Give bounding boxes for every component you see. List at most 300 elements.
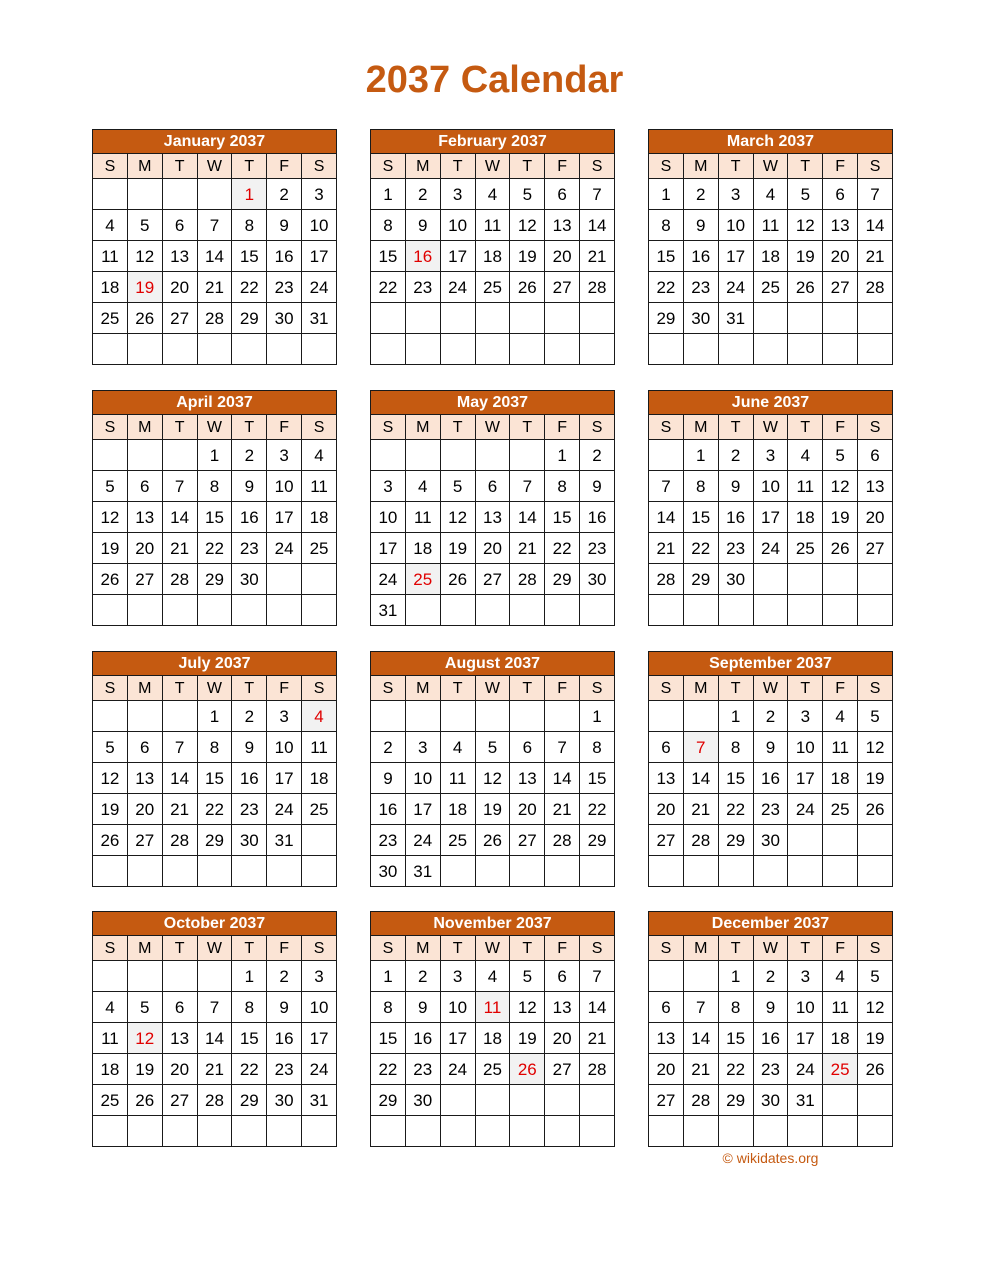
day-cell: 9 xyxy=(405,210,440,241)
weekday-label: F xyxy=(267,676,302,701)
day-cell: 4 xyxy=(302,440,337,471)
empty-day-cell xyxy=(649,701,684,732)
day-cell: 31 xyxy=(267,825,302,856)
week-row xyxy=(371,732,615,763)
weekday-label: T xyxy=(788,676,823,701)
day-cell: 3 xyxy=(371,471,406,502)
empty-day-cell xyxy=(858,334,893,365)
weekday-label: M xyxy=(405,676,440,701)
empty-day-cell xyxy=(475,440,510,471)
day-cell: 22 xyxy=(232,1054,267,1085)
empty-day-cell xyxy=(823,334,858,365)
empty-day-cell xyxy=(232,1116,267,1147)
day-cell: 29 xyxy=(718,825,753,856)
day-cell: 8 xyxy=(718,992,753,1023)
day-cell: 28 xyxy=(162,564,197,595)
day-cell: 28 xyxy=(545,825,580,856)
day-cell: 25 xyxy=(302,794,337,825)
day-cell: 27 xyxy=(162,303,197,334)
empty-day-cell xyxy=(683,334,718,365)
weekday-label: F xyxy=(545,676,580,701)
day-cell: 21 xyxy=(649,533,684,564)
empty-day-cell xyxy=(858,825,893,856)
weekday-label: T xyxy=(232,154,267,179)
day-cell: 15 xyxy=(371,1023,406,1054)
day-cell: 22 xyxy=(232,272,267,303)
empty-day-cell xyxy=(302,856,337,887)
day-cell: 27 xyxy=(162,1085,197,1116)
week-row xyxy=(649,1116,893,1147)
day-cell: 21 xyxy=(580,1023,615,1054)
day-cell: 20 xyxy=(649,794,684,825)
empty-day-cell xyxy=(510,1116,545,1147)
week-row xyxy=(649,992,893,1023)
day-cell: 15 xyxy=(718,1023,753,1054)
day-cell: 27 xyxy=(649,1085,684,1116)
day-cell: 28 xyxy=(197,1085,232,1116)
day-cell: 2 xyxy=(683,179,718,210)
weekday-label: S xyxy=(302,154,337,179)
week-row xyxy=(93,272,337,303)
weekday-label: F xyxy=(267,415,302,440)
week-row xyxy=(93,1085,337,1116)
day-cell: 17 xyxy=(788,1023,823,1054)
week-row xyxy=(371,763,615,794)
day-cell: 17 xyxy=(788,763,823,794)
day-cell: 5 xyxy=(93,732,128,763)
day-cell: 1 xyxy=(718,701,753,732)
empty-day-cell xyxy=(858,1116,893,1147)
day-cell: 13 xyxy=(649,763,684,794)
weekday-label: S xyxy=(371,415,406,440)
day-cell: 6 xyxy=(127,471,162,502)
day-cell: 2 xyxy=(718,440,753,471)
day-cell: 2 xyxy=(267,961,302,992)
day-cell: 24 xyxy=(718,272,753,303)
empty-day-cell xyxy=(162,595,197,626)
day-cell: 22 xyxy=(371,1054,406,1085)
week-row xyxy=(93,440,337,471)
day-cell: 17 xyxy=(753,502,788,533)
weekday-label: S xyxy=(858,676,893,701)
week-row xyxy=(93,210,337,241)
empty-day-cell xyxy=(718,595,753,626)
day-cell: 19 xyxy=(475,794,510,825)
day-cell: 25 xyxy=(753,272,788,303)
day-cell: 26 xyxy=(127,1085,162,1116)
holiday-day-cell: 12 xyxy=(127,1023,162,1054)
empty-day-cell xyxy=(162,701,197,732)
day-cell: 28 xyxy=(510,564,545,595)
day-cell: 22 xyxy=(371,272,406,303)
day-cell: 2 xyxy=(753,961,788,992)
day-cell: 29 xyxy=(232,1085,267,1116)
day-cell: 25 xyxy=(475,272,510,303)
empty-day-cell xyxy=(162,1116,197,1147)
weekday-label: S xyxy=(371,676,406,701)
month-title: June 2037 xyxy=(649,391,893,415)
empty-day-cell xyxy=(580,1085,615,1116)
week-row xyxy=(93,471,337,502)
day-cell: 20 xyxy=(649,1054,684,1085)
empty-day-cell xyxy=(302,564,337,595)
week-row xyxy=(93,992,337,1023)
day-cell: 5 xyxy=(510,961,545,992)
month-table xyxy=(92,911,337,1147)
day-cell: 18 xyxy=(302,763,337,794)
day-cell: 15 xyxy=(683,502,718,533)
weekday-label: F xyxy=(823,936,858,961)
weekday-label: T xyxy=(788,936,823,961)
day-cell: 19 xyxy=(510,241,545,272)
day-cell: 17 xyxy=(302,241,337,272)
day-cell: 11 xyxy=(405,502,440,533)
day-cell: 12 xyxy=(510,992,545,1023)
day-cell: 27 xyxy=(858,533,893,564)
empty-day-cell xyxy=(475,334,510,365)
week-row xyxy=(93,701,337,732)
day-cell: 15 xyxy=(580,763,615,794)
empty-day-cell xyxy=(510,334,545,365)
day-cell: 26 xyxy=(823,533,858,564)
day-cell: 31 xyxy=(302,1085,337,1116)
week-row xyxy=(93,334,337,365)
week-row xyxy=(649,440,893,471)
month-title: May 2037 xyxy=(371,391,615,415)
day-cell: 27 xyxy=(649,825,684,856)
week-row xyxy=(649,179,893,210)
day-cell: 9 xyxy=(267,992,302,1023)
day-cell: 16 xyxy=(753,763,788,794)
empty-day-cell xyxy=(649,1116,684,1147)
empty-day-cell xyxy=(93,961,128,992)
weekday-label: M xyxy=(683,676,718,701)
empty-day-cell xyxy=(232,595,267,626)
day-cell: 4 xyxy=(753,179,788,210)
month-calendar xyxy=(370,390,615,626)
day-cell: 7 xyxy=(683,992,718,1023)
day-cell: 16 xyxy=(267,241,302,272)
day-cell: 6 xyxy=(858,440,893,471)
week-row xyxy=(93,564,337,595)
day-cell: 18 xyxy=(823,1023,858,1054)
week-row xyxy=(93,1023,337,1054)
day-cell: 24 xyxy=(440,272,475,303)
empty-day-cell xyxy=(475,303,510,334)
week-row xyxy=(649,1054,893,1085)
weekday-label: F xyxy=(545,154,580,179)
day-cell: 19 xyxy=(127,1054,162,1085)
week-row xyxy=(649,334,893,365)
day-cell: 12 xyxy=(788,210,823,241)
empty-day-cell xyxy=(93,856,128,887)
empty-day-cell xyxy=(718,1116,753,1147)
empty-day-cell xyxy=(545,701,580,732)
empty-day-cell xyxy=(440,1116,475,1147)
weekday-label: M xyxy=(683,415,718,440)
empty-day-cell xyxy=(440,701,475,732)
day-cell: 7 xyxy=(545,732,580,763)
day-cell: 5 xyxy=(475,732,510,763)
weekday-label: F xyxy=(823,154,858,179)
weekday-label: M xyxy=(127,415,162,440)
day-cell: 20 xyxy=(162,272,197,303)
day-cell: 17 xyxy=(440,241,475,272)
empty-day-cell xyxy=(510,1085,545,1116)
week-row xyxy=(649,763,893,794)
day-cell: 6 xyxy=(475,471,510,502)
month-calendar xyxy=(92,390,337,626)
week-row xyxy=(93,1116,337,1147)
empty-day-cell xyxy=(510,440,545,471)
day-cell: 4 xyxy=(405,471,440,502)
week-row xyxy=(649,1023,893,1054)
holiday-day-cell: 11 xyxy=(475,992,510,1023)
empty-day-cell xyxy=(162,334,197,365)
empty-day-cell xyxy=(371,1116,406,1147)
day-cell: 15 xyxy=(718,763,753,794)
week-row xyxy=(371,502,615,533)
day-cell: 5 xyxy=(440,471,475,502)
week-row xyxy=(371,992,615,1023)
day-cell: 8 xyxy=(649,210,684,241)
day-cell: 23 xyxy=(371,825,406,856)
day-cell: 28 xyxy=(649,564,684,595)
day-cell: 1 xyxy=(197,701,232,732)
day-cell: 7 xyxy=(162,471,197,502)
day-cell: 20 xyxy=(510,794,545,825)
day-cell: 26 xyxy=(858,794,893,825)
day-cell: 3 xyxy=(718,179,753,210)
day-cell: 27 xyxy=(127,825,162,856)
empty-day-cell xyxy=(197,961,232,992)
empty-day-cell xyxy=(823,856,858,887)
empty-day-cell xyxy=(649,440,684,471)
day-cell: 19 xyxy=(440,533,475,564)
day-cell: 10 xyxy=(753,471,788,502)
day-cell: 25 xyxy=(475,1054,510,1085)
day-cell: 10 xyxy=(302,992,337,1023)
day-cell: 13 xyxy=(510,763,545,794)
day-cell: 23 xyxy=(683,272,718,303)
day-cell: 19 xyxy=(93,533,128,564)
empty-day-cell xyxy=(580,856,615,887)
day-cell: 17 xyxy=(267,763,302,794)
day-cell: 13 xyxy=(127,763,162,794)
weekday-label: F xyxy=(267,154,302,179)
day-cell: 30 xyxy=(267,303,302,334)
empty-day-cell xyxy=(649,961,684,992)
day-cell: 29 xyxy=(545,564,580,595)
day-cell: 21 xyxy=(197,272,232,303)
day-cell: 6 xyxy=(162,210,197,241)
week-row xyxy=(371,794,615,825)
day-cell: 3 xyxy=(302,179,337,210)
day-cell: 20 xyxy=(127,533,162,564)
day-cell: 5 xyxy=(823,440,858,471)
empty-day-cell xyxy=(649,595,684,626)
weekday-label: W xyxy=(753,936,788,961)
day-cell: 28 xyxy=(683,825,718,856)
weekday-label: M xyxy=(405,415,440,440)
week-row xyxy=(649,564,893,595)
day-cell: 6 xyxy=(545,961,580,992)
empty-day-cell xyxy=(475,856,510,887)
day-cell: 21 xyxy=(162,533,197,564)
day-cell: 4 xyxy=(475,179,510,210)
day-cell: 6 xyxy=(649,992,684,1023)
weekday-label: S xyxy=(580,154,615,179)
day-cell: 27 xyxy=(475,564,510,595)
empty-day-cell xyxy=(753,334,788,365)
day-cell: 24 xyxy=(788,1054,823,1085)
day-cell: 14 xyxy=(683,763,718,794)
empty-day-cell xyxy=(788,856,823,887)
weekday-label: W xyxy=(753,415,788,440)
empty-day-cell xyxy=(649,856,684,887)
day-cell: 8 xyxy=(718,732,753,763)
day-cell: 11 xyxy=(302,732,337,763)
day-cell: 4 xyxy=(93,992,128,1023)
day-cell: 15 xyxy=(649,241,684,272)
empty-day-cell xyxy=(545,1085,580,1116)
empty-day-cell xyxy=(440,334,475,365)
week-row xyxy=(649,961,893,992)
empty-day-cell xyxy=(510,701,545,732)
day-cell: 29 xyxy=(232,303,267,334)
month-title: April 2037 xyxy=(93,391,337,415)
day-cell: 2 xyxy=(405,179,440,210)
page-title: 2037 Calendar xyxy=(365,59,624,101)
day-cell: 14 xyxy=(683,1023,718,1054)
day-cell: 13 xyxy=(649,1023,684,1054)
weekday-label: M xyxy=(405,154,440,179)
day-cell: 13 xyxy=(162,1023,197,1054)
footer-credit: © wikidates.org xyxy=(722,1150,819,1166)
day-cell: 23 xyxy=(718,533,753,564)
empty-day-cell xyxy=(405,303,440,334)
day-cell: 8 xyxy=(683,471,718,502)
day-cell: 31 xyxy=(718,303,753,334)
weekday-label: W xyxy=(475,936,510,961)
month-title: December 2037 xyxy=(649,912,893,936)
day-cell: 18 xyxy=(788,502,823,533)
empty-day-cell xyxy=(510,856,545,887)
month-title: September 2037 xyxy=(649,652,893,676)
day-cell: 16 xyxy=(683,241,718,272)
empty-day-cell xyxy=(788,334,823,365)
empty-day-cell xyxy=(753,1116,788,1147)
empty-day-cell xyxy=(788,303,823,334)
empty-day-cell xyxy=(162,856,197,887)
empty-day-cell xyxy=(718,334,753,365)
day-cell: 24 xyxy=(302,272,337,303)
weekday-label: M xyxy=(127,676,162,701)
day-cell: 25 xyxy=(302,533,337,564)
day-cell: 10 xyxy=(788,732,823,763)
weekday-label: M xyxy=(405,936,440,961)
week-row xyxy=(649,272,893,303)
day-cell: 27 xyxy=(127,564,162,595)
day-cell: 9 xyxy=(371,763,406,794)
empty-day-cell xyxy=(197,595,232,626)
day-cell: 13 xyxy=(545,210,580,241)
month-calendar xyxy=(370,651,615,887)
day-cell: 7 xyxy=(162,732,197,763)
week-row xyxy=(93,732,337,763)
week-row xyxy=(649,595,893,626)
day-cell: 20 xyxy=(162,1054,197,1085)
weekday-label: W xyxy=(475,676,510,701)
day-cell: 10 xyxy=(718,210,753,241)
weekday-label: S xyxy=(302,676,337,701)
empty-day-cell xyxy=(510,303,545,334)
week-row xyxy=(371,272,615,303)
weekday-label: W xyxy=(197,415,232,440)
empty-day-cell xyxy=(718,856,753,887)
week-row xyxy=(371,701,615,732)
day-cell: 3 xyxy=(788,701,823,732)
weekday-label: S xyxy=(649,415,684,440)
day-cell: 4 xyxy=(440,732,475,763)
day-cell: 3 xyxy=(753,440,788,471)
day-cell: 19 xyxy=(510,1023,545,1054)
day-cell: 1 xyxy=(580,701,615,732)
day-cell: 2 xyxy=(232,701,267,732)
day-cell: 11 xyxy=(788,471,823,502)
day-cell: 21 xyxy=(545,794,580,825)
day-cell: 2 xyxy=(580,440,615,471)
day-cell: 19 xyxy=(858,1023,893,1054)
month-calendar xyxy=(648,911,893,1147)
day-cell: 12 xyxy=(93,502,128,533)
week-row xyxy=(93,502,337,533)
holiday-day-cell: 4 xyxy=(302,701,337,732)
weekday-label: S xyxy=(580,936,615,961)
day-cell: 28 xyxy=(858,272,893,303)
day-cell: 24 xyxy=(267,794,302,825)
day-cell: 5 xyxy=(127,992,162,1023)
weekday-label: T xyxy=(162,154,197,179)
day-cell: 27 xyxy=(545,272,580,303)
week-row xyxy=(649,732,893,763)
day-cell: 4 xyxy=(788,440,823,471)
day-cell: 11 xyxy=(93,241,128,272)
month-calendar xyxy=(370,911,615,1147)
day-cell: 26 xyxy=(510,272,545,303)
empty-day-cell xyxy=(475,1116,510,1147)
day-cell: 23 xyxy=(405,1054,440,1085)
day-cell: 21 xyxy=(162,794,197,825)
empty-day-cell xyxy=(823,1085,858,1116)
empty-day-cell xyxy=(440,303,475,334)
day-cell: 5 xyxy=(510,179,545,210)
week-row xyxy=(371,1116,615,1147)
weekday-label: S xyxy=(649,936,684,961)
weekday-label: T xyxy=(510,676,545,701)
empty-day-cell xyxy=(302,825,337,856)
day-cell: 9 xyxy=(580,471,615,502)
day-cell: 24 xyxy=(267,533,302,564)
day-cell: 11 xyxy=(93,1023,128,1054)
empty-day-cell xyxy=(858,1085,893,1116)
empty-day-cell xyxy=(93,440,128,471)
day-cell: 30 xyxy=(580,564,615,595)
day-cell: 19 xyxy=(858,763,893,794)
empty-day-cell xyxy=(475,1085,510,1116)
day-cell: 12 xyxy=(858,992,893,1023)
day-cell: 14 xyxy=(510,502,545,533)
